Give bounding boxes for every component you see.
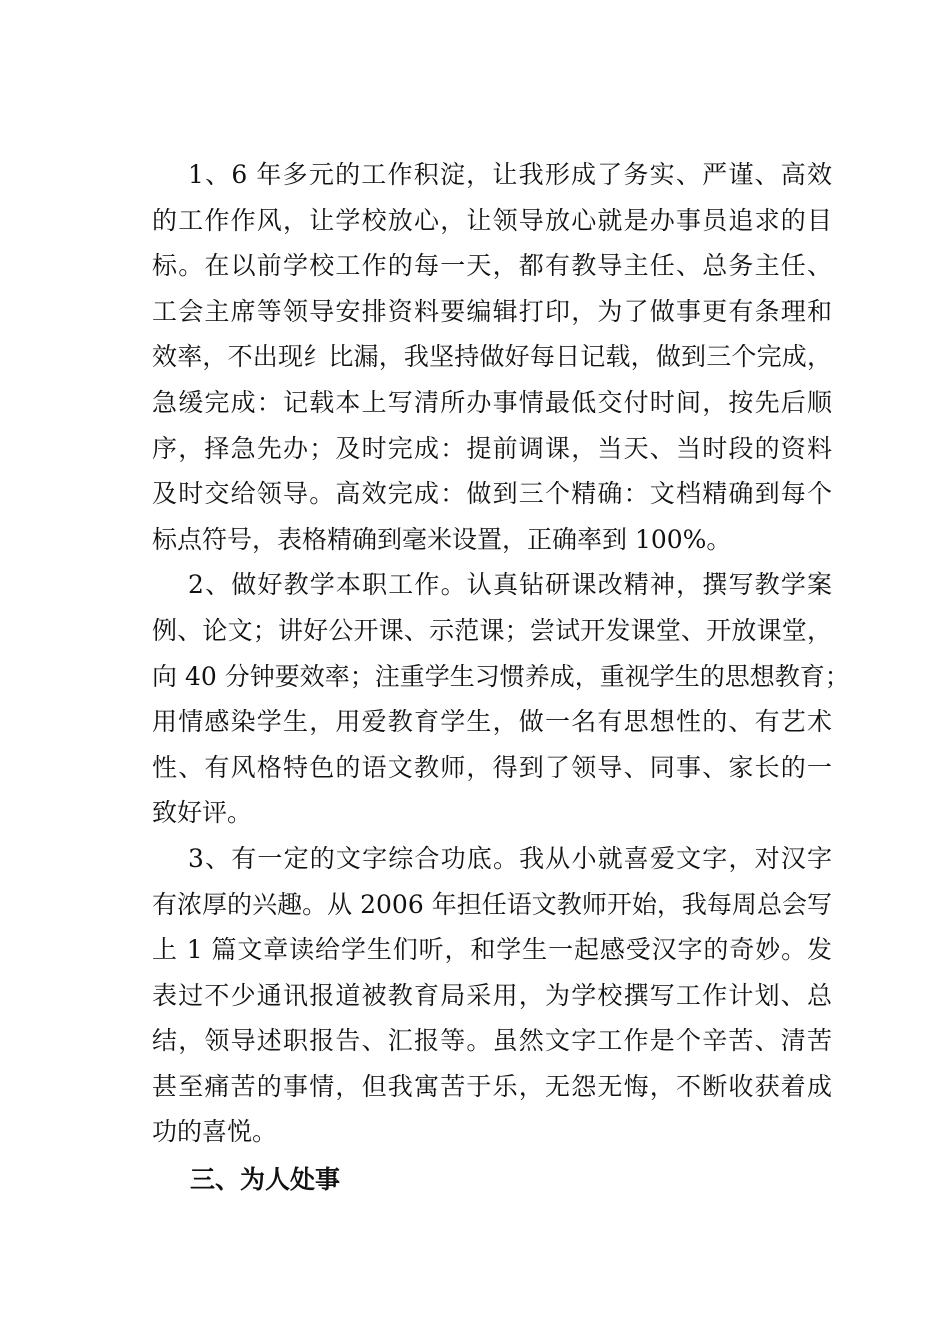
paragraph-line: 性、有风格特色的语文教师，得到了领导、同事、家长的一: [152, 752, 832, 782]
paragraph-line: 向 40 分钟要效率；注重学生习惯养成，重视学生的思想教育；: [152, 661, 850, 691]
section-heading: 三、为人处事: [190, 1165, 341, 1195]
paragraph-line: 的工作作风，让学校放心，让领导放心就是办事员追求的目: [152, 205, 832, 235]
paragraph-line: 用情感染学生，用爱教育学生，做一名有思想性的、有艺术: [152, 707, 832, 737]
paragraph-line: 有浓厚的兴趣。从 2006 年担任语文教师开始，我每周总会写: [152, 889, 832, 919]
paragraph-line: 急缓完成：记载本上写清所办事情最低交付时间，按先后顺: [152, 387, 832, 417]
paragraph-line: 标点符号，表格精确到毫米设置，正确率到 100%。: [152, 524, 732, 554]
paragraph-line: 1、6 年多元的工作积淀，让我形成了务实、严谨、高效: [188, 160, 832, 189]
paragraph-line: 致好评。: [152, 798, 253, 828]
paragraph-line: 3、有一定的文字综合功底。我从小就喜爱文字，对汉字: [188, 843, 832, 873]
paragraph-2: [152, 562, 850, 836]
paragraph-line: 甚至痛苦的事情，但我寓苦于乐，无怨无悔，不断收获着成: [152, 1071, 832, 1101]
document-body: [152, 152, 850, 1203]
paragraph-line: 2、做好教学本职工作。认真钻研课改精神，撰写教学案: [188, 570, 832, 600]
paragraph-line: 标。在以前学校工作的每一天，都有教导主任、总务主任、: [152, 251, 832, 281]
paragraph-3: [152, 836, 832, 1155]
paragraph-line: 序，择急先办；及时完成：提前调课，当天、当时段的资料: [152, 433, 832, 463]
paragraph-line: 及时交给领导。高效完成：做到三个精确：文档精确到每个: [152, 479, 832, 509]
paragraph-line: 工会主席等领导安排资料要编辑打印，为了做事更有条理和: [152, 296, 832, 326]
paragraph-line: 表过不少通讯报道被教育局采用，为学校撰写工作计划、总: [152, 980, 832, 1010]
paragraph-1: [152, 152, 832, 562]
paragraph-line: 功的喜悦。: [152, 1117, 278, 1147]
paragraph-line: 例、论文；讲好公开课、示范课；尝试开发课堂、开放课堂，: [152, 615, 832, 645]
paragraph-line: 效率，不出现纟比漏，我坚持做好每日记载，做到三个完成，: [152, 342, 832, 372]
paragraph-line: 结，领导述职报告、汇报等。虽然文字工作是个辛苦、清苦: [152, 1026, 832, 1056]
paragraph-line: 上 1 篇文章读给学生们听，和学生一起感受汉字的奇妙。发: [152, 935, 832, 965]
